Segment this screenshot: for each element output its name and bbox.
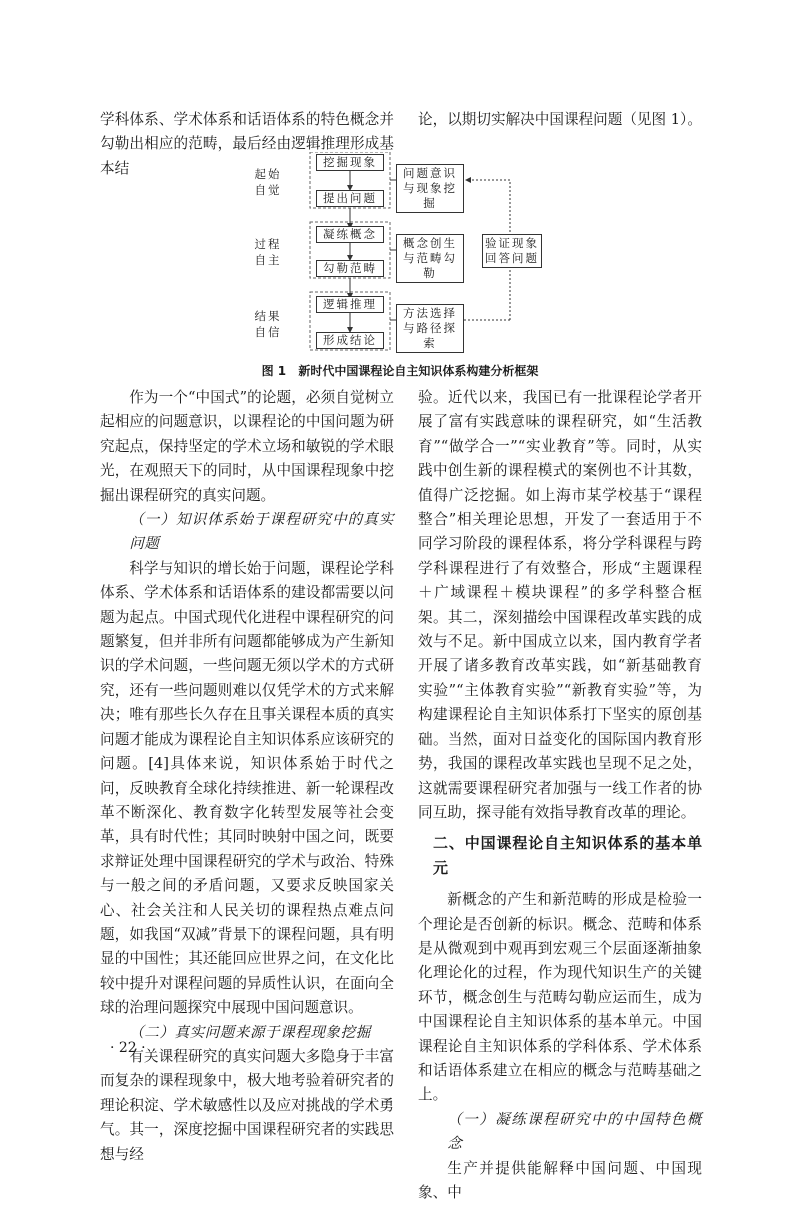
- step-box: 勾勒范畴: [316, 260, 384, 277]
- feedback-box: 验证现象回答问题: [482, 234, 542, 268]
- figure-caption: [0, 362, 800, 379]
- side-box-concept: 概念创生与范畴勾勒: [396, 234, 464, 283]
- stage-label-process: 过程自主: [254, 237, 282, 267]
- stage-label-start: 起始自觉: [254, 167, 282, 197]
- subheading: （一）凝练课程研究中的中国特色概念: [447, 1110, 702, 1153]
- top-right-paragraph: [418, 108, 702, 132]
- paragraph: 新概念的产生和新范畴的形成是检验一个理论是否创新的标识。概念、范畴和体系是从微观到中观再到宏观三个层面逐渐抽象化理论化的过程，作为现代知识生产的关键环节，概念创生与范畴勾勒应运而生，成为中国课程论自主知识体系的基本单元。中国课程论自主知识体系的学科体系、学术体系和话语体系建立在相应的概念与范畴基础之上。: [418, 891, 702, 1104]
- step-box: 形成结论: [316, 332, 384, 349]
- body-text: 论，以期切实解决中国课程问题（见图 1）。: [418, 111, 702, 128]
- paragraph: 有关课程研究的真实问题大多隐身于丰富而复杂的课程现象中，极大地考验着研究者的理论积淀、学术敏感性以及应对挑战的学术勇气。其一，深度挖掘中国课程研究者的实践思想与经: [100, 1047, 394, 1163]
- framework-figure: [230, 152, 550, 352]
- section-heading: 二、中国课程论自主知识体系的基本单元: [433, 834, 702, 877]
- paragraph: 科学与知识的增长始于问题，课程论学科体系、学术体系和话语体系的建设都需要以问题为起点。中国式现代化进程中课程研究的问题繁复，但并非所有问题都能够成为产生新知识的学术问题，一些问题无须以学术的方式研究，还有一些问题则难以仅凭学术的方式来解决；唯有那些长久存在且事关课程本质的真实问题才能成为课程论自主知识体系应该研究的问题。[4]具体来说，知识体系始于时代之问，反映教育全球化持续推进、新一轮课程改革不断深化、教育数字化转型发展等社会变革，具有时代性；其同时映射中国之问，既要求辩证处理中国课程研究的学术与政治、特殊与一般之间的矛盾问题，又要求反映国家关心、社会关注和人民关切的课程热点难点问题，如我国“双减”背景下的课程问题，具有明显的中国性；其还能回应世界之问，在文化比较中提升对课程问题的异质性认识，在面向全球的治理问题探究中展现中国问题意识。: [100, 559, 394, 1017]
- step-box: 提出问题: [316, 190, 384, 207]
- paragraph: 生产并提供能解释中国问题、中国现象、中: [418, 1159, 702, 1201]
- step-box: 逻辑推理: [316, 296, 384, 313]
- paragraph: 作为一个“中国式”的论题，必须自觉树立起相应的问题意识，以课程论的中国问题为研究起点，保持坚定的学术立场和敏锐的学术眼光，在观照天下的同时，从中国课程现象中挖掘出课程研究的真实问题。: [100, 389, 394, 504]
- caption-number: 图 1: [261, 364, 287, 378]
- stage-label-result: 结果自信: [254, 309, 282, 339]
- body-text: 学科体系、学术体系和话语体系的特色概念并勾勒出相应的范畴，最后经由逻辑推理形成基本结: [100, 111, 394, 177]
- paragraph: 验。近代以来，我国已有一批课程论学者开展了富有实践意味的课程研究，如“生活教育”“做学合一”“实业教育”等。同时，从实践中创生新的课程模式的案例也不计其数，值得广泛挖掘。如上海市某学校基于“课程整合”相关理论思想，开发了一套适用于不同学习阶段的课程体系，将分学科课程与跨学科课程进行了有效整合，形成“主题课程＋广域课程＋模块课程”的多学科整合框架。其二，深刻描绘中国课程改革实践的成效与不足。新中国成立以来，国内教育学者开展了诸多教育改革实践，如“新基础教育实验”“主体教育实验”“新教育实验”等，为构建课程论自主知识体系打下坚实的原创基础。当然，面对日益变化的国际国内教育形势，我国的课程改革实践也呈现不足之处，这就需要课程研究者加强与一线工作者的协同互助，探寻能有效指导教育改革的理论。: [418, 389, 702, 821]
- right-column: [418, 386, 702, 1205]
- side-box-method: 方法选择与路径探索: [396, 304, 464, 353]
- subheading: （二）真实问题来源于课程现象挖掘: [129, 1023, 371, 1041]
- side-box-problem: 问题意识与现象挖掘: [396, 164, 464, 213]
- step-box: 凝练概念: [316, 226, 384, 243]
- step-box: 挖掘现象: [316, 154, 384, 171]
- subheading: （一）知识体系始于课程研究中的真实问题: [129, 511, 394, 553]
- caption-text: 新时代中国课程论自主知识体系构建分析框架: [298, 364, 539, 378]
- page-number: · 22 ·: [110, 1040, 146, 1056]
